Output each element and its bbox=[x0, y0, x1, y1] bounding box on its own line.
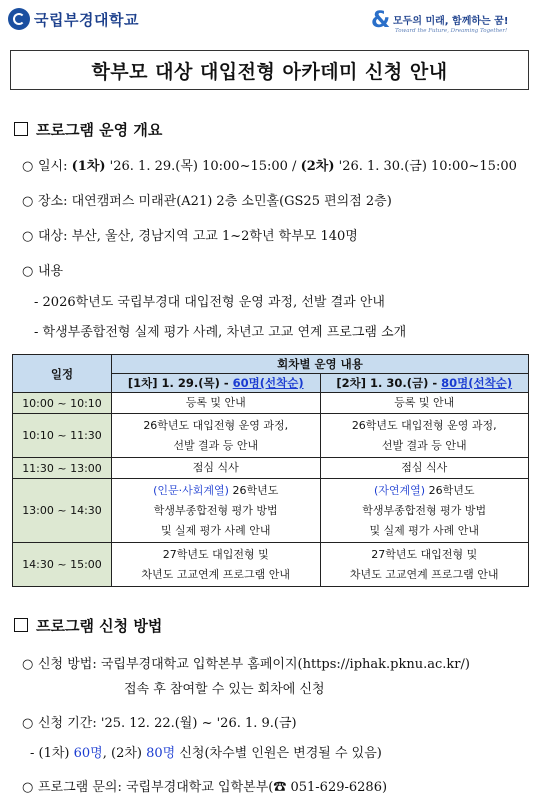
round1-cell: 등록 및 안내 bbox=[112, 393, 321, 414]
apply-quota: - (1차) 60명, (2차) 80명 신청(차수별 인원은 변경될 수 있음) bbox=[30, 746, 382, 761]
time-cell: 10:10 ~ 11:30 bbox=[13, 414, 112, 458]
round1-cell: 27학년도 대입전형 및 차년도 고교연계 프로그램 안내 bbox=[112, 543, 321, 587]
time-cell: 14:30 ~ 15:00 bbox=[13, 543, 112, 587]
slogan-english: Toward the Future, Dreaming Together! bbox=[395, 28, 508, 34]
slogan-text: 모두의 미래, 함께하는 꿈! bbox=[393, 16, 509, 27]
table-row bbox=[13, 543, 529, 587]
round1-cell: 점심 식사 bbox=[112, 458, 321, 479]
university-name: 국립부경대학교 bbox=[34, 10, 139, 29]
overview-content-label: ○ 내용 bbox=[22, 264, 64, 279]
col-header-time: 일정 bbox=[13, 355, 112, 393]
round1-cell: 26학년도 대입전형 운영 과정, 선발 결과 등 안내 bbox=[112, 414, 321, 458]
section-apply-heading: 프로그램 신청 방법 bbox=[14, 615, 162, 636]
overview-date: ○ 일시: (1차) '26. 1. 29.(목) 10:00~15:00 / (2차) '26. 1. 30.(금) 10:00~15:00 bbox=[22, 159, 517, 174]
square-bullet-icon bbox=[14, 122, 28, 136]
round2-cell: (자연계열) 26학년도 학생부종합전형 평가 방법 및 실제 평가 사례 안내 bbox=[320, 479, 529, 543]
round2-cell: 27학년도 대입전형 및 차년도 고교연계 프로그램 안내 bbox=[320, 543, 529, 587]
col-header-round2: [2차] 1. 30.(금) - 80명(선착순) bbox=[320, 374, 529, 393]
schedule-table bbox=[12, 354, 529, 587]
table-row bbox=[13, 458, 529, 479]
slogan-logo bbox=[371, 8, 531, 42]
round1-cell: (인문·사회계열) 26학년도 학생부종합전형 평가 방법 및 실제 평가 사례 안내 bbox=[112, 479, 321, 543]
col-header-group: 회차별 운영 내용 bbox=[112, 355, 529, 374]
round2-cell: 등록 및 안내 bbox=[320, 393, 529, 414]
table-row bbox=[13, 414, 529, 458]
apply-inquiry: ○ 프로그램 문의: 국립부경대학교 입학본부(☎ 051-629-6286) bbox=[22, 780, 388, 795]
page-title: 학부모 대상 대입전형 아카데미 신청 안내 bbox=[10, 50, 529, 90]
square-bullet-icon bbox=[14, 618, 28, 632]
round2-cell: 26학년도 대입전형 운영 과정, 선발 결과 등 안내 bbox=[320, 414, 529, 458]
round2-cell: 점심 식사 bbox=[320, 458, 529, 479]
table-row bbox=[13, 479, 529, 543]
time-cell: 10:00 ~ 10:10 bbox=[13, 393, 112, 414]
section-overview-heading: 프로그램 운영 개요 bbox=[14, 119, 162, 140]
table-row bbox=[13, 393, 529, 414]
overview-target: ○ 대상: 부산, 울산, 경남지역 고교 1~2학년 학부모 140명 bbox=[22, 229, 358, 244]
university-logo bbox=[8, 8, 139, 30]
overview-place: ○ 장소: 대연캠퍼스 미래관(A21) 2층 소민홀(GS25 편의점 2층) bbox=[22, 194, 392, 209]
time-cell: 11:30 ~ 13:00 bbox=[13, 458, 112, 479]
col-header-round1: [1차] 1. 29.(목) - 60명(선착순) bbox=[112, 374, 321, 393]
apply-method-cont: 접속 후 참여할 수 있는 회차에 신청 bbox=[124, 682, 325, 697]
content-item: - 2026학년도 국립부경대 대입전형 운영 과정, 선발 결과 안내 bbox=[34, 295, 385, 310]
ampersand-icon: & bbox=[371, 8, 391, 33]
apply-method: ○ 신청 방법: 국립부경대학교 입학본부 홈페이지(https://iphak.pknu.ac.kr/) bbox=[22, 657, 470, 672]
content-item: - 학생부종합전형 실제 평가 사례, 차년고 고교 연계 프로그램 소개 bbox=[34, 325, 407, 340]
time-cell: 13:00 ~ 14:30 bbox=[13, 479, 112, 543]
university-emblem-icon bbox=[8, 8, 30, 30]
apply-period: ○ 신청 기간: '25. 12. 22.(월) ~ '26. 1. 9.(금) bbox=[22, 716, 297, 731]
